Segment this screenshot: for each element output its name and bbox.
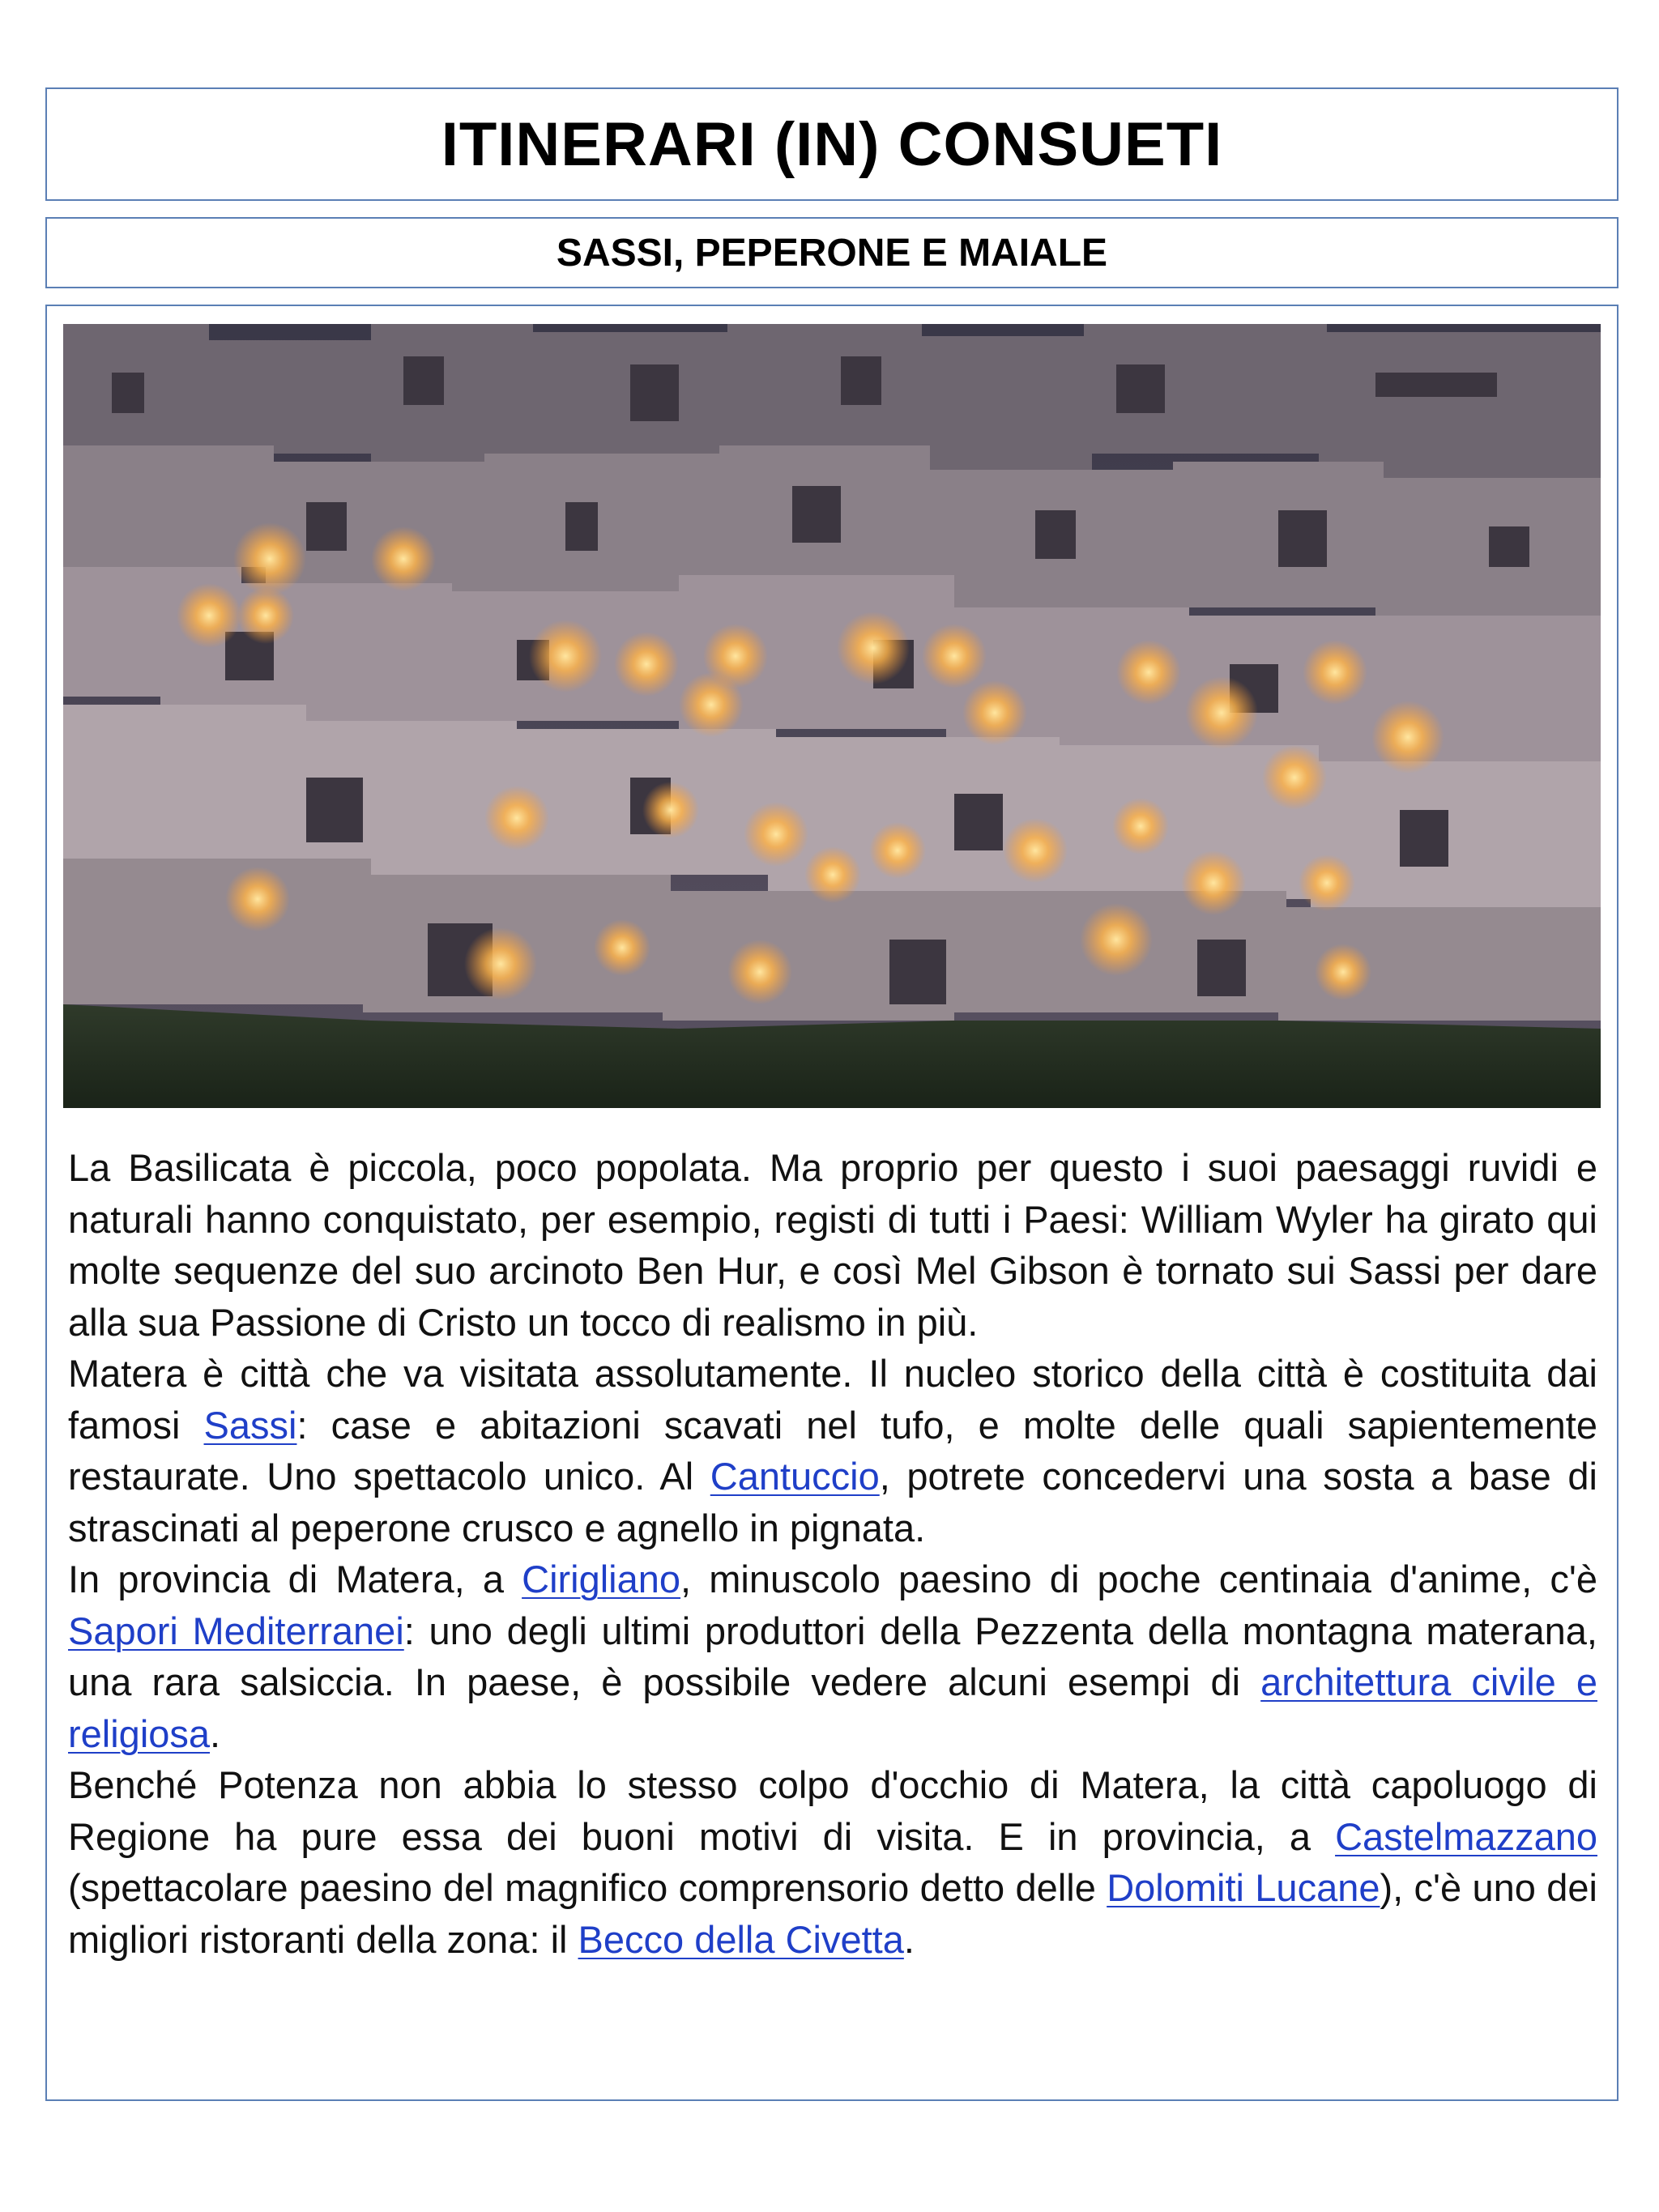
page-subtitle: SASSI, PEPERONE E MAIALE [556, 231, 1108, 275]
link-sapori-mediterranei[interactable]: Sapori Mediterranei [68, 1609, 404, 1652]
content-panel [45, 305, 1618, 2101]
title-banner [45, 87, 1618, 201]
link-becco-della-civetta[interactable]: Becco della Civetta [578, 1917, 904, 1961]
link-sassi[interactable]: Sassi [203, 1403, 297, 1447]
link-dolomiti-lucane[interactable]: Dolomiti Lucane [1107, 1866, 1380, 1909]
paragraph-cirigliano: In provincia di Matera, a Cirigliano, minuscolo paesino di poche centinaia d'anime, c'è Sapori Mediterranei: uno degli ultimi produttori della Pezzenta della montagna materana, una rara salsiccia. In paese, è possibile vedere alcuni esempi di architettura civile e religiosa. [68, 1558, 1597, 1755]
subtitle-banner [45, 217, 1618, 288]
paragraph-basilicata: La Basilicata è piccola, poco popolata. Ma proprio per questo i suoi paesaggi ruvidi e naturali hanno conquistato, per esempio, registi di tutti i Paesi: William Wyler ha girato qui molte sequenze del suo arcinoto Ben Hur, e così Mel Gibson è tornato sui Sassi per dare alla sua Passione di Cristo un tocco di realismo in più. [68, 1146, 1597, 1344]
article-text [68, 1142, 1597, 1965]
link-castelmazzano[interactable]: Castelmazzano [1335, 1814, 1597, 1858]
matera-sassi-photo [63, 324, 1601, 1108]
paragraph-matera: Matera è città che va visitata assolutamente. Il nucleo storico della città è costituita dai famosi Sassi: case e abitazioni scavati nel tufo, e molte delle quali sapientemente restaurate. Uno spettacolo unico. Al Cantuccio, potrete concedervi una sosta a base di strascinati al peperone crusco e agnello in pignata. [68, 1352, 1597, 1549]
page-title: ITINERARI (IN) CONSUETI [441, 109, 1223, 179]
paragraph-potenza: Benché Potenza non abbia lo stesso colpo d'occhio di Matera, la città capoluogo di Regione ha pure essa dei buoni motivi di visita. E in provincia, a Castelmazzano (spettacolare paesino del magnifico comprensorio detto delle Dolomiti Lucane), c'è uno dei migliori ristoranti della zona: il Becco della Civetta. [68, 1763, 1597, 1961]
link-architettura[interactable]: architettura civile e religiosa [68, 1660, 1597, 1755]
link-cirigliano[interactable]: Cirigliano [522, 1558, 681, 1600]
link-cantuccio[interactable]: Cantuccio [710, 1455, 880, 1498]
